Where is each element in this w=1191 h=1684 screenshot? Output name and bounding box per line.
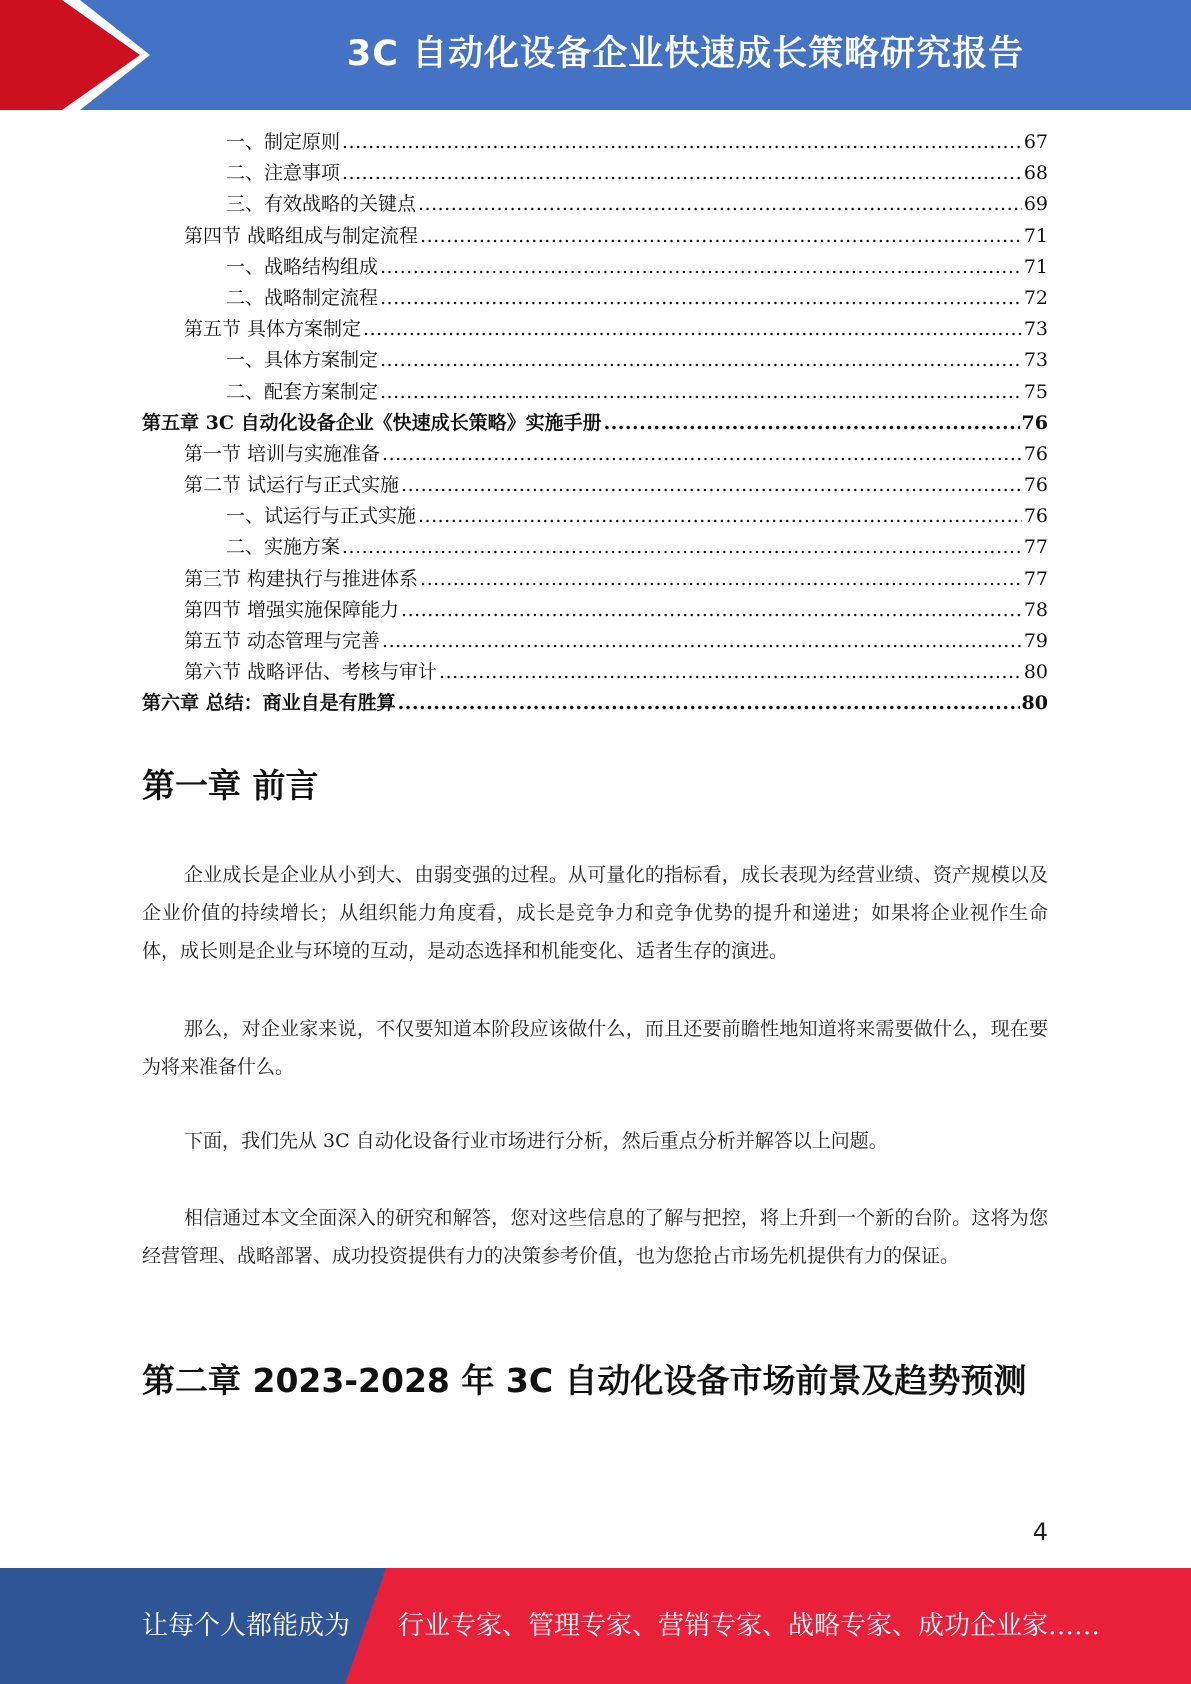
toc-dot-leader bbox=[382, 626, 1022, 657]
toc-entry-page-number: 80 bbox=[1021, 692, 1048, 715]
footer-slogan-left: 让每个人都能成为 bbox=[142, 1611, 351, 1641]
toc-dot-leader bbox=[418, 501, 1022, 532]
toc-dot-leader bbox=[382, 439, 1022, 470]
toc-entry-title: 第一节 培训与实施准备 bbox=[184, 442, 381, 465]
page-header bbox=[0, 0, 1191, 110]
toc-entry[interactable] bbox=[142, 470, 1048, 501]
toc-entry-page-number: 73 bbox=[1023, 318, 1048, 341]
body-paragraph: 企业成长是企业从小到大、由弱变强的过程。从可量化的指标看，成长表现为经营业绩、资产规模以及企业价值的持续增长；从组织能力角度看，成长是竞争力和竞争优势的提升和递进；如果将企业视作生命体，成长则是企业与环境的互动，是动态选择和机能变化、适者生存的演进。 bbox=[142, 864, 1048, 962]
toc-entry-title: 二、配套方案制定 bbox=[226, 380, 379, 403]
page-number: 4 bbox=[1032, 1518, 1048, 1546]
toc-entry-title: 第六章 总结：商业自是有胜算 bbox=[142, 692, 396, 715]
toc-entry-title: 第五节 动态管理与完善 bbox=[184, 630, 381, 652]
toc-dot-leader bbox=[380, 283, 1022, 314]
toc-entry[interactable] bbox=[142, 158, 1048, 189]
toc-dot-leader bbox=[418, 189, 1022, 220]
toc-dot-leader bbox=[398, 688, 1020, 719]
toc-entry[interactable] bbox=[142, 657, 1048, 688]
toc-entry-title: 一、制定原则 bbox=[226, 131, 341, 153]
body-paragraph: 相信通过本文全面深入的研究和解答，您对这些信息的了解与把控，将上升到一个新的台阶。这将为您经营管理、战略部署、成功投资提供有力的决策参考价值，也为您抢占市场先机提供有力的保证。 bbox=[142, 1207, 1048, 1267]
toc-entry[interactable] bbox=[142, 252, 1048, 283]
footer-slogan-right: 行业专家、管理专家、营销专家、战略专家、成功企业家…… bbox=[398, 1611, 1101, 1641]
toc-dot-leader bbox=[342, 127, 1022, 158]
toc-entry-title: 第四节 增强实施保障能力 bbox=[184, 598, 400, 621]
toc-dot-leader bbox=[342, 158, 1022, 189]
toc-entry-page-number: 79 bbox=[1023, 630, 1048, 652]
toc-entry-page-number: 72 bbox=[1023, 286, 1048, 309]
toc-dot-leader bbox=[401, 595, 1022, 626]
body-paragraph: 下面，我们先从 3C 自动化设备行业市场进行分析，然后重点分析并解答以上问题。 bbox=[184, 1130, 888, 1152]
body-paragraph: 那么，对企业家来说，不仅要知道本阶段应该做什么，而且还要前瞻性地知道将来需要做什么，现在要为将来准备什么。 bbox=[142, 1018, 1048, 1078]
toc-entry-title: 二、注意事项 bbox=[226, 162, 341, 185]
toc-dot-leader bbox=[420, 564, 1022, 595]
toc-entry[interactable] bbox=[142, 377, 1048, 408]
toc-entry-title: 第二节 试运行与正式实施 bbox=[184, 474, 400, 497]
toc-dot-leader bbox=[380, 252, 1022, 283]
toc-entry-page-number: 76 bbox=[1023, 474, 1048, 497]
toc-entry-title: 一、具体方案制定 bbox=[226, 349, 379, 372]
toc-dot-leader bbox=[342, 532, 1022, 563]
toc-entry-title: 二、战略制定流程 bbox=[226, 286, 379, 309]
toc-entry-page-number: 73 bbox=[1023, 349, 1048, 372]
toc-entry-title: 第五章 3C 自动化设备企业《快速成长策略》实施手册 bbox=[142, 411, 602, 434]
toc-entry-title: 第三节 构建执行与推进体系 bbox=[184, 567, 419, 590]
toc-dot-leader bbox=[380, 377, 1022, 408]
toc-entry-page-number: 76 bbox=[1023, 505, 1048, 528]
toc-entry[interactable] bbox=[142, 532, 1048, 563]
toc-dot-leader bbox=[380, 345, 1022, 376]
toc-entry-page-number: 69 bbox=[1023, 193, 1048, 216]
toc-entry[interactable] bbox=[142, 314, 1048, 345]
toc-entry[interactable] bbox=[142, 283, 1048, 314]
toc-entry[interactable] bbox=[142, 127, 1048, 158]
toc-dot-leader bbox=[604, 408, 1020, 439]
toc-entry-title: 三、有效战略的关键点 bbox=[226, 193, 417, 216]
toc-entry-title: 一、战略结构组成 bbox=[226, 255, 379, 278]
toc-entry[interactable] bbox=[142, 688, 1048, 719]
toc-entry[interactable] bbox=[142, 345, 1048, 376]
chapter-heading: 第二章 2023-2028 年 3C 自动化设备市场前景及趋势预测 bbox=[142, 1361, 1027, 1400]
toc-dot-leader bbox=[420, 221, 1022, 252]
report-title: 3C 自动化设备企业快速成长策略研究报告 bbox=[346, 34, 1025, 74]
toc-dot-leader bbox=[363, 314, 1022, 345]
toc-entry-title: 二、实施方案 bbox=[226, 536, 341, 559]
toc-entry[interactable] bbox=[142, 595, 1048, 626]
toc-entry-page-number: 68 bbox=[1023, 162, 1048, 185]
toc-dot-leader bbox=[401, 470, 1022, 501]
table-of-contents bbox=[142, 127, 1048, 720]
toc-entry-page-number: 67 bbox=[1023, 131, 1048, 153]
toc-entry[interactable] bbox=[142, 564, 1048, 595]
toc-entry[interactable] bbox=[142, 221, 1048, 252]
toc-entry-page-number: 77 bbox=[1023, 567, 1048, 590]
toc-entry-title: 第四节 战略组成与制定流程 bbox=[184, 224, 419, 247]
toc-entry[interactable] bbox=[142, 501, 1048, 532]
toc-entry-page-number: 71 bbox=[1023, 255, 1048, 278]
toc-entry-title: 第五节 具体方案制定 bbox=[184, 318, 362, 341]
toc-entry[interactable] bbox=[142, 626, 1048, 657]
toc-entry-title: 一、试运行与正式实施 bbox=[226, 505, 417, 528]
toc-entry-page-number: 80 bbox=[1023, 661, 1048, 684]
page-footer bbox=[0, 1568, 1191, 1684]
toc-dot-leader bbox=[439, 657, 1022, 688]
header-arrow-decoration bbox=[0, 0, 160, 110]
toc-entry-page-number: 76 bbox=[1023, 442, 1048, 465]
toc-entry-page-number: 78 bbox=[1023, 598, 1048, 621]
toc-entry[interactable] bbox=[142, 439, 1048, 470]
toc-entry-page-number: 77 bbox=[1023, 536, 1048, 559]
toc-entry-page-number: 75 bbox=[1023, 380, 1048, 403]
toc-entry-title: 第六节 战略评估、考核与审计 bbox=[184, 661, 438, 684]
toc-entry-page-number: 71 bbox=[1023, 224, 1048, 247]
chapter-heading: 第一章 前言 bbox=[142, 766, 319, 805]
toc-entry[interactable] bbox=[142, 408, 1048, 439]
toc-entry[interactable] bbox=[142, 189, 1048, 220]
toc-entry-page-number: 76 bbox=[1021, 411, 1048, 434]
